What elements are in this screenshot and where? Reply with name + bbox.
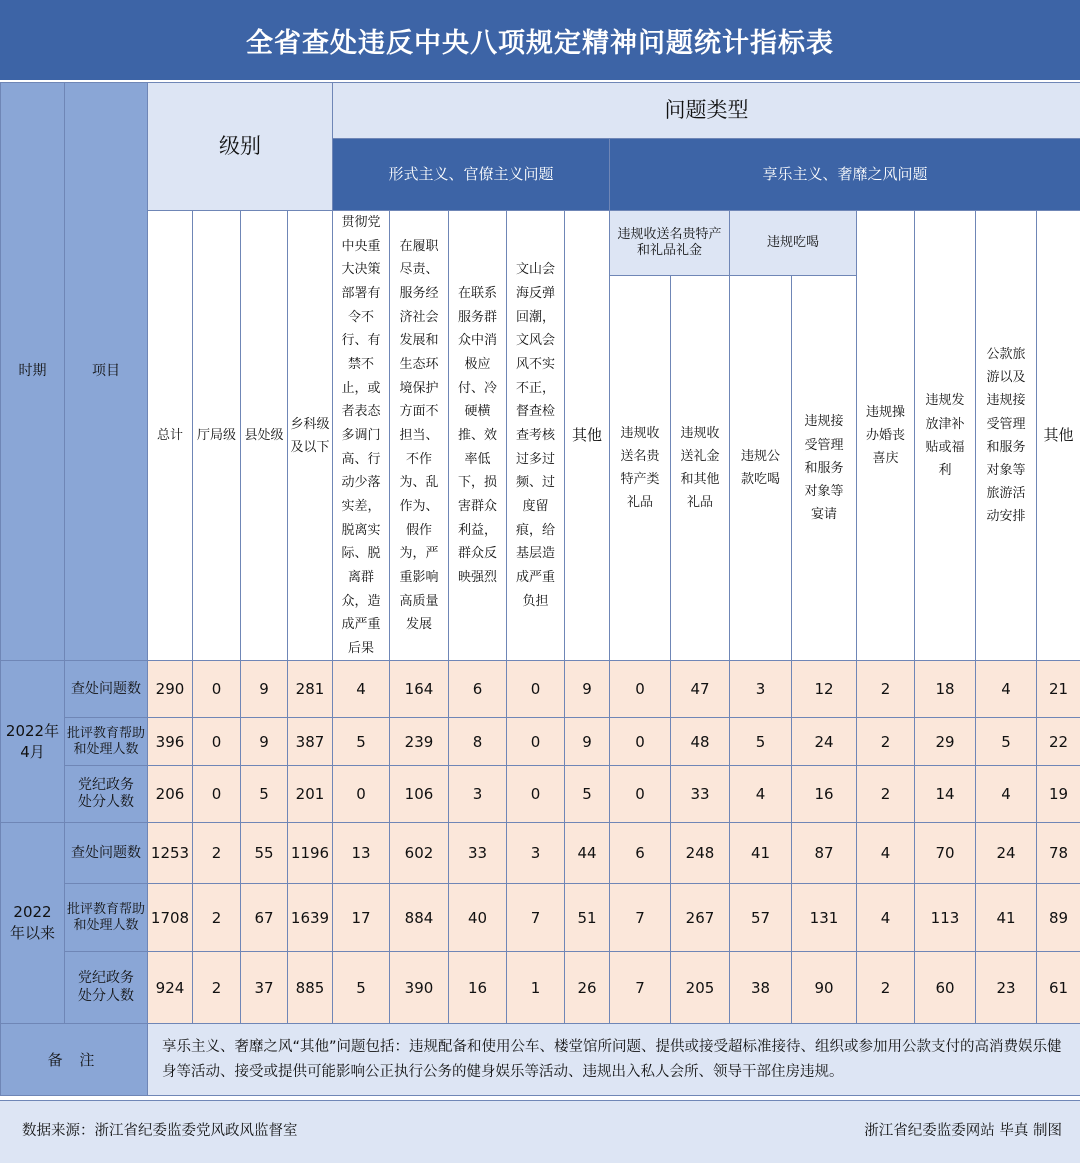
cell: 1708 — [148, 884, 193, 952]
note-label: 备 注 — [1, 1024, 148, 1096]
header-hedonism: 享乐主义、奢靡之风问题 — [610, 139, 1080, 211]
cell: 0 — [193, 661, 241, 718]
table-row — [1, 661, 1080, 718]
cell: 41 — [730, 823, 792, 884]
cell: 6 — [449, 661, 507, 718]
cell: 67 — [241, 884, 288, 952]
cell: 5 — [565, 766, 610, 823]
row-label: 批评教育帮助和处理人数 — [65, 884, 148, 952]
cell: 0 — [507, 661, 565, 718]
table-row — [1, 823, 1080, 884]
cell: 78 — [1037, 823, 1080, 884]
cell: 602 — [390, 823, 449, 884]
cell: 90 — [792, 952, 857, 1024]
cell: 3 — [449, 766, 507, 823]
cell: 57 — [730, 884, 792, 952]
cell: 3 — [730, 661, 792, 718]
table-row — [1, 718, 1080, 766]
row-label: 查处问题数 — [65, 661, 148, 718]
cell: 2 — [193, 952, 241, 1024]
cell: 113 — [915, 884, 976, 952]
cell: 12 — [792, 661, 857, 718]
group-gifts: 违规收送名贵特产和礼品礼金 — [610, 211, 730, 276]
cell: 24 — [792, 718, 857, 766]
cell: 7 — [610, 884, 671, 952]
cell: 51 — [565, 884, 610, 952]
col-hedonism-2: 违规收送礼金和其他礼品 — [671, 275, 730, 661]
cell: 206 — [148, 766, 193, 823]
cell: 41 — [976, 884, 1037, 952]
cell: 2 — [857, 661, 915, 718]
cell: 7 — [507, 884, 565, 952]
cell: 6 — [610, 823, 671, 884]
cell: 17 — [333, 884, 390, 952]
cell: 47 — [671, 661, 730, 718]
cell: 2 — [857, 766, 915, 823]
cell: 0 — [610, 718, 671, 766]
header-problem-type: 问题类型 — [333, 83, 1080, 139]
cell: 5 — [730, 718, 792, 766]
header-period: 时期 — [1, 83, 65, 661]
cell: 16 — [449, 952, 507, 1024]
col-total: 总计 — [148, 211, 193, 661]
cell: 106 — [390, 766, 449, 823]
period-label: 2022年4月 — [1, 661, 65, 823]
cell: 0 — [193, 766, 241, 823]
cell: 7 — [610, 952, 671, 1024]
cell: 0 — [507, 718, 565, 766]
cell: 9 — [565, 661, 610, 718]
cell: 0 — [507, 766, 565, 823]
footer — [0, 1100, 1080, 1163]
cell: 239 — [390, 718, 449, 766]
col-hedonism-other: 其他 — [1037, 211, 1080, 661]
cell: 0 — [610, 766, 671, 823]
cell: 55 — [241, 823, 288, 884]
cell: 19 — [1037, 766, 1080, 823]
cell: 5 — [976, 718, 1037, 766]
row-label: 批评教育帮助和处理人数 — [65, 718, 148, 766]
col-hedonism-6: 违规发放津补贴或福利 — [915, 211, 976, 661]
cell: 2 — [193, 823, 241, 884]
col-hedonism-1: 违规收送名贵特产类礼品 — [610, 275, 671, 661]
cell: 37 — [241, 952, 288, 1024]
cell: 44 — [565, 823, 610, 884]
col-formalism-3: 在联系服务群众中消极应付、冷硬横推、效率低下，损害群众利益，群众反映强烈 — [449, 211, 507, 661]
cell: 23 — [976, 952, 1037, 1024]
cell: 387 — [288, 718, 333, 766]
header-level: 级别 — [148, 83, 333, 211]
cell: 60 — [915, 952, 976, 1024]
cell: 87 — [792, 823, 857, 884]
cell: 16 — [792, 766, 857, 823]
col-formalism-2: 在履职尽责、服务经济社会发展和生态环境保护方面不担当、不作为、乱作为、假作为，严重影响高质量发展 — [390, 211, 449, 661]
col-hedonism-7: 公款旅游以及违规接受管理和服务对象等旅游活动安排 — [976, 211, 1037, 661]
cell: 24 — [976, 823, 1037, 884]
cell: 390 — [390, 952, 449, 1024]
cell: 131 — [792, 884, 857, 952]
cell: 14 — [915, 766, 976, 823]
group-eating: 违规吃喝 — [730, 211, 857, 276]
cell: 248 — [671, 823, 730, 884]
cell: 1 — [507, 952, 565, 1024]
cell: 22 — [1037, 718, 1080, 766]
col-hedonism-4: 违规接受管理和服务对象等宴请 — [792, 275, 857, 661]
note-text: 享乐主义、奢靡之风“其他”问题包括：违规配备和使用公车、楼堂馆所问题、提供或接受超标准接待、组织或参加用公款支付的高消费娱乐健身等活动、接受或提供可能影响公正执行公务的健身娱乐等活动、违规出入私人会所、领导干部住房违规。 — [148, 1024, 1080, 1096]
cell: 0 — [193, 718, 241, 766]
row-label: 党纪政务处分人数 — [65, 952, 148, 1024]
table-row — [1, 952, 1080, 1024]
cell: 4 — [857, 884, 915, 952]
cell: 18 — [915, 661, 976, 718]
cell: 884 — [390, 884, 449, 952]
cell: 1639 — [288, 884, 333, 952]
col-xiang: 乡科级及以下 — [288, 211, 333, 661]
cell: 48 — [671, 718, 730, 766]
cell: 924 — [148, 952, 193, 1024]
cell: 61 — [1037, 952, 1080, 1024]
cell: 4 — [333, 661, 390, 718]
cell: 4 — [976, 766, 1037, 823]
cell: 3 — [507, 823, 565, 884]
col-formalism-1: 贯彻党中央重大决策部署有令不行、有禁不止，或者表态多调门高、行动少落实差，脱离实际、脱离群众，造成严重后果 — [333, 211, 390, 661]
table-row — [1, 884, 1080, 952]
cell: 267 — [671, 884, 730, 952]
cell: 26 — [565, 952, 610, 1024]
cell: 9 — [241, 718, 288, 766]
cell: 4 — [976, 661, 1037, 718]
cell: 21 — [1037, 661, 1080, 718]
cell: 5 — [333, 718, 390, 766]
statistics-table — [0, 82, 1080, 1096]
cell: 40 — [449, 884, 507, 952]
cell: 8 — [449, 718, 507, 766]
cell: 29 — [915, 718, 976, 766]
cell: 396 — [148, 718, 193, 766]
row-label: 查处问题数 — [65, 823, 148, 884]
cell: 70 — [915, 823, 976, 884]
header-item: 项目 — [65, 83, 148, 661]
col-formalism-other: 其他 — [565, 211, 610, 661]
cell: 2 — [193, 884, 241, 952]
row-label: 党纪政务处分人数 — [65, 766, 148, 823]
col-hedonism-5: 违规操办婚丧喜庆 — [857, 211, 915, 661]
cell: 2 — [857, 952, 915, 1024]
cell: 885 — [288, 952, 333, 1024]
col-formalism-4: 文山会海反弹回潮，文风会风不实不正，督查检查考核过多过频、过度留痕，给基层造成严重负担 — [507, 211, 565, 661]
cell: 9 — [241, 661, 288, 718]
cell: 0 — [610, 661, 671, 718]
cell: 281 — [288, 661, 333, 718]
col-xian: 县处级 — [241, 211, 288, 661]
cell: 4 — [857, 823, 915, 884]
cell: 290 — [148, 661, 193, 718]
cell: 205 — [671, 952, 730, 1024]
cell: 38 — [730, 952, 792, 1024]
cell: 5 — [241, 766, 288, 823]
col-ting: 厅局级 — [193, 211, 241, 661]
col-hedonism-3: 违规公款吃喝 — [730, 275, 792, 661]
cell: 1196 — [288, 823, 333, 884]
credit: 浙江省纪委监委网站 毕真 制图 — [864, 1119, 1062, 1140]
cell: 13 — [333, 823, 390, 884]
cell: 33 — [671, 766, 730, 823]
cell: 89 — [1037, 884, 1080, 952]
cell: 201 — [288, 766, 333, 823]
page-title: 全省查处违反中央八项规定精神问题统计指标表 — [246, 21, 834, 60]
cell: 33 — [449, 823, 507, 884]
cell: 0 — [333, 766, 390, 823]
header-formalism: 形式主义、官僚主义问题 — [333, 139, 610, 211]
cell: 1253 — [148, 823, 193, 884]
cell: 2 — [857, 718, 915, 766]
table-row — [1, 766, 1080, 823]
title-bar — [0, 0, 1080, 80]
data-source: 数据来源：浙江省纪委监委党风政风监督室 — [22, 1119, 298, 1140]
period-label: 2022年以来 — [1, 823, 65, 1024]
cell: 164 — [390, 661, 449, 718]
cell: 5 — [333, 952, 390, 1024]
cell: 9 — [565, 718, 610, 766]
cell: 4 — [730, 766, 792, 823]
